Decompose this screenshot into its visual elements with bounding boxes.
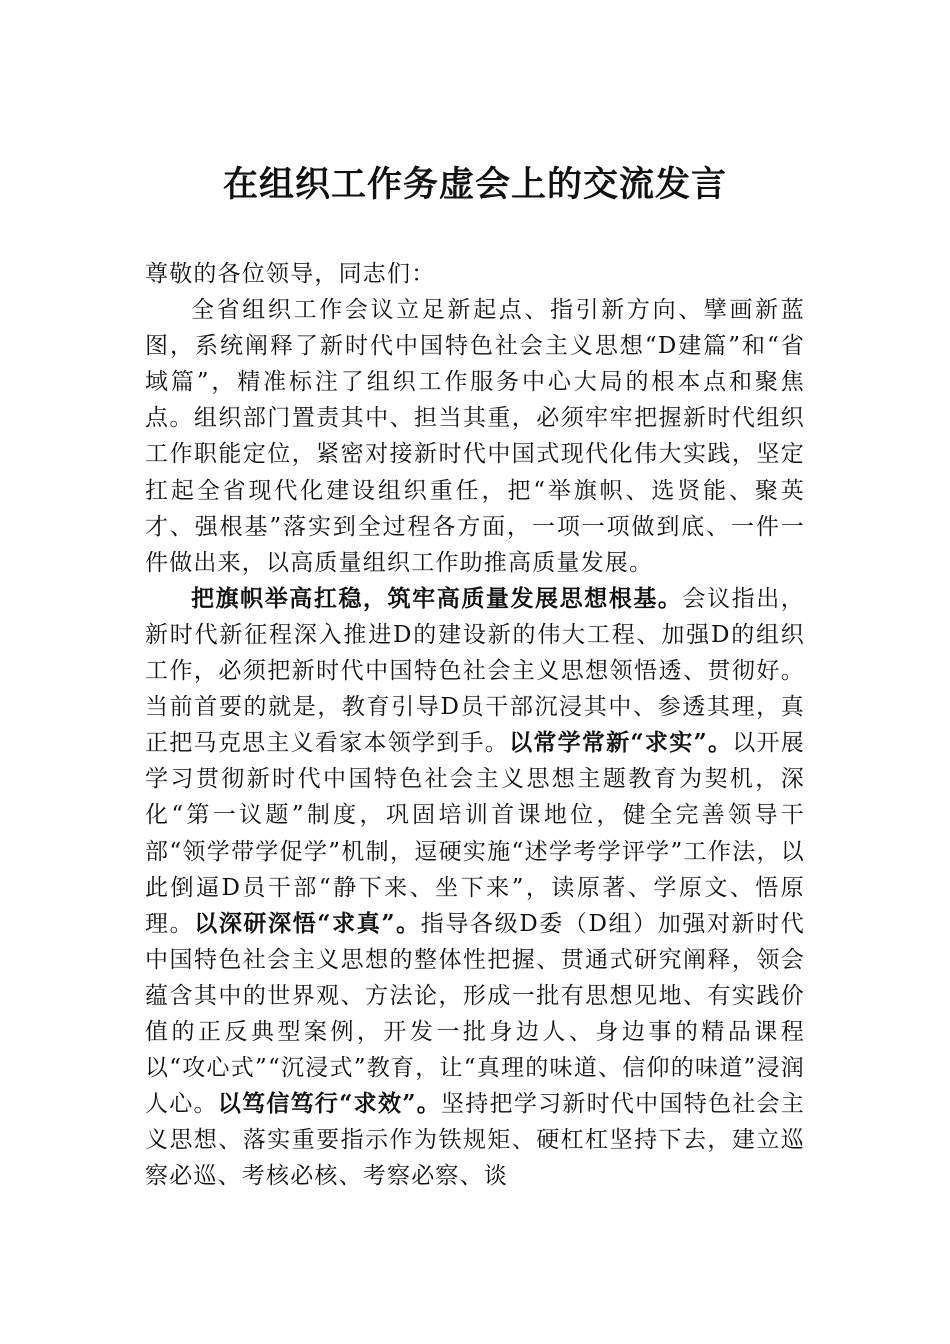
paragraph-text: 会议指出，新时代新征程深入推进D的建设新的伟大工程、加强D的组织工作，必须把新时代中国特色社会主义思想领悟透、贯彻好。当前首要的就是，教育引导D员干部沉浸其中、参透其理，真正把马克思主义看家本领学到手。 bbox=[145, 585, 805, 757]
paragraph-text: 以开展学习贯彻新时代中国特色社会主义思想主题教育为契机，深化“第一议题”制度，巩固培训首课地位，健全完善领导干部“领学带学促学”机制，逗硬实施“述学考学评学”工作法，以此倒逼D员干部“静下来、坐下来”，读原著、学原文、悟原理。 bbox=[145, 730, 805, 937]
section-heading: 把旗帜举高扛稳，筑牢高质量发展思想根基。 bbox=[191, 584, 683, 612]
point-heading-study: 以常学常新“求实”。 bbox=[509, 729, 733, 757]
point-heading-practice: 以笃信笃行“求效”。 bbox=[217, 1090, 441, 1118]
paragraph-intro: 全省组织工作会议立足新起点、指引新方向、擘画新蓝图，系统阐释了新时代中国特色社会主义思想“D建篇”和“省域篇”，精准标注了组织工作服务中心大局的根本点和聚焦点。组织部门置责其中、担当其重，必须牢牢把握新时代组织工作职能定位，紧密对接新时代中国式现代化伟大实践，坚定扛起全省现代化建设组织重任，把“举旗帜、选贤能、聚英才、强根基”落实到全过程各方面，一项一项做到底、一件一件做出来，以高质量组织工作助推高质量发展。 bbox=[145, 297, 805, 576]
point-heading-research: 以深研深悟“求真”。 bbox=[194, 909, 421, 937]
document-title: 在组织工作务虚会上的交流发言 bbox=[222, 164, 727, 205]
paragraph-text: 坚持把学习新时代中国特色社会主义思想、落实重要指示作为铁规矩、硬杠杠坚持下去，建立巡察必巡、考核必核、考察必察、谈 bbox=[145, 1091, 805, 1190]
document-body bbox=[145, 256, 805, 1194]
salutation: 尊敬的各位领导，同志们： bbox=[145, 261, 436, 287]
paragraph-text: 指导各级D委（D组）加强对新时代中国特色社会主义思想的整体性把握、贯通式研究阐释，领会蕴含其中的世界观、方法论，形成一批有思想见地、有实践价值的正反典型案例，开发一批身边人、身边事的精品课程以“攻心式”“沉浸式”教育，让“真理的味道、信仰的味道”浸润人心。 bbox=[145, 910, 805, 1118]
paragraph-ideology bbox=[145, 581, 805, 1195]
